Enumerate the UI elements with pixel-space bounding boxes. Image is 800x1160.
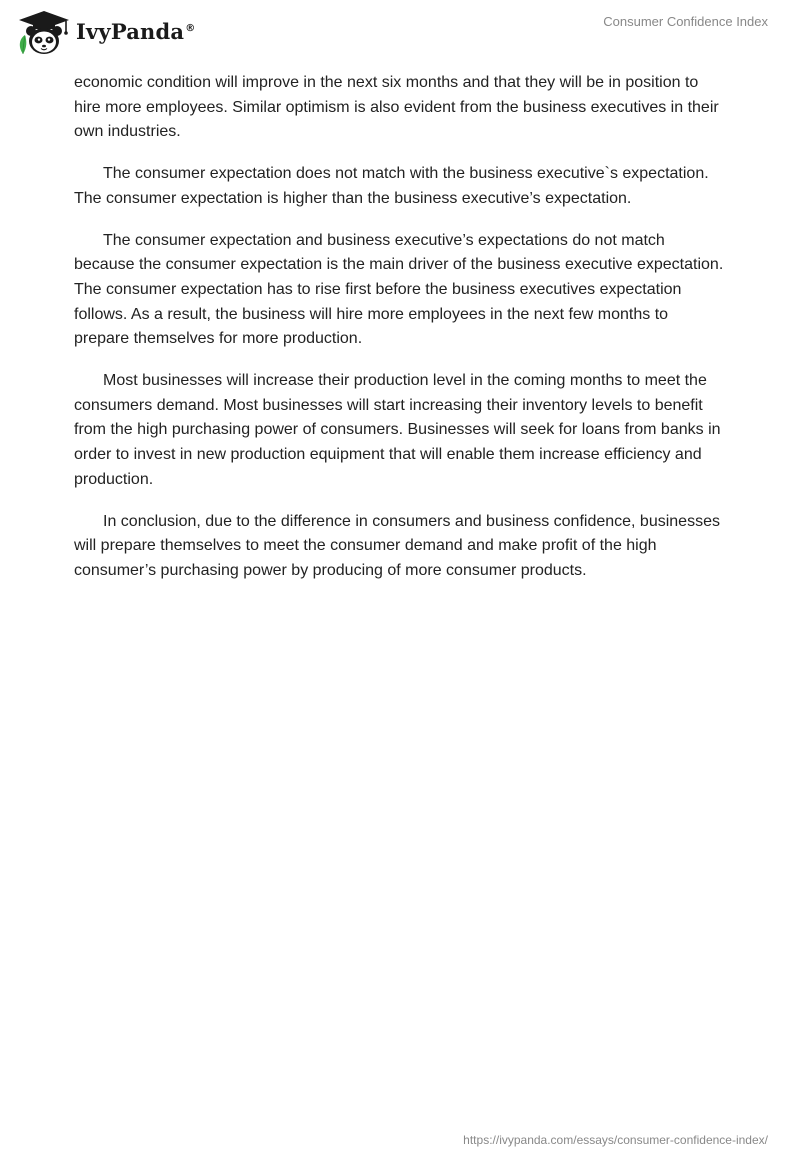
brand-name: IvyPanda® (76, 18, 196, 44)
paragraph: The consumer expectation does not match with the business executive`s expectation. The consumer expectation is higher than the business executive’s expectation. (74, 165, 709, 207)
essay-body (74, 71, 726, 601)
paragraph: Most businesses will increase their production level in the coming months to meet the consumers demand. Most businesses will start increasing their inventory levels to benefit from the high purchasing power of consumers. Businesses will seek for loans from banks in order to invest in new production equipment that will enable them increase efficiency and production. (74, 372, 721, 488)
registered-mark: ® (185, 22, 196, 34)
page-header (0, 0, 800, 64)
source-url-link[interactable]: https://ivypanda.com/essays/consumer-confidence-index/ (463, 1133, 768, 1147)
paragraph: The consumer expectation and business executive’s expectations do not match because the consumer expectation is the main driver of the business executive expectation. The consumer expectation has to rise first before the business executives expectation follows. As a result, the business will hire more employees in the next few months to prepare themselves for more production. (74, 231, 724, 348)
document-title: Consumer Confidence Index (603, 14, 768, 29)
panda-graduation-cap-icon (14, 8, 74, 56)
paragraph: economic condition will improve in the next six months and that they will be in position to hire more employees. Similar optimism is also evident from the business executives in their own industries. (74, 74, 719, 141)
brand-logo[interactable] (14, 8, 195, 56)
paragraph: In conclusion, due to the difference in consumers and business confidence, businesses will prepare themselves to meet the consumer demand and make profit of the high consumer’s purchasing power by producing of more consumer products. (74, 512, 720, 579)
